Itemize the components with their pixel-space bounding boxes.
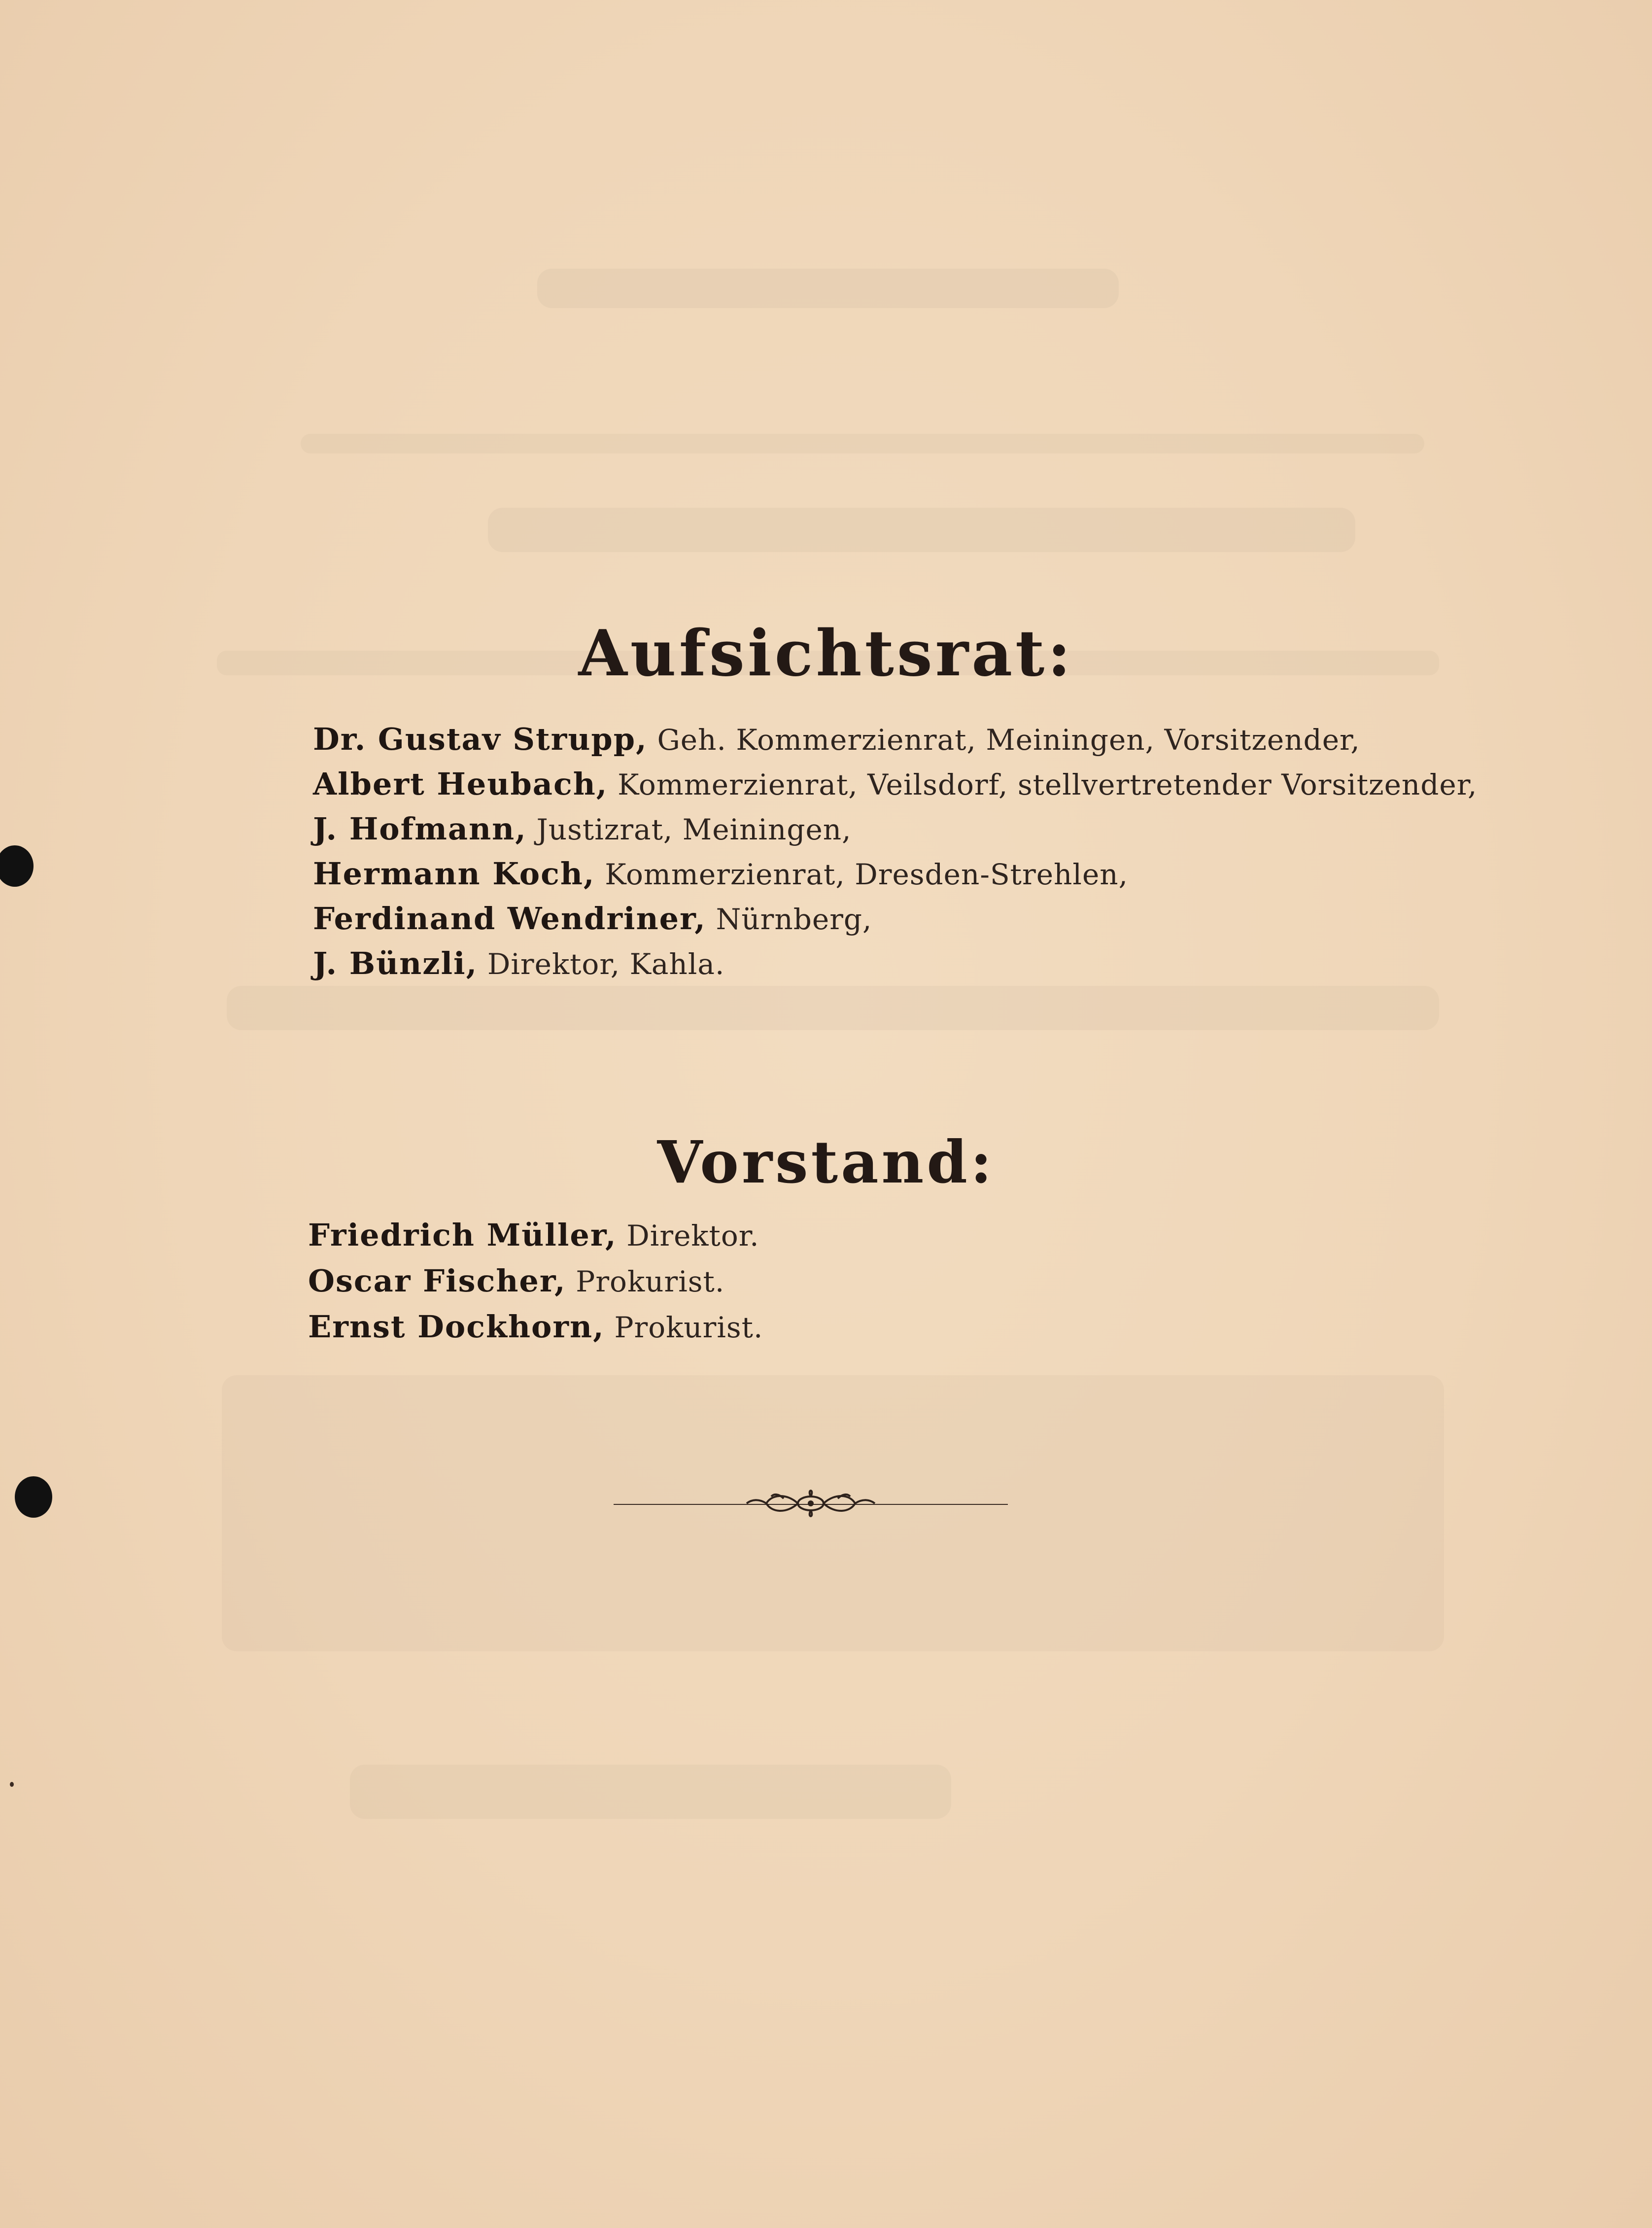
list-item: [313, 717, 1478, 762]
member-name: Oscar Fischer,: [308, 1263, 566, 1299]
list-item: [313, 852, 1478, 897]
aufsichtsrat-member-list: [313, 717, 1478, 986]
ink-speck: [10, 1782, 14, 1787]
aufsichtsrat-heading: Aufsichtsrat:: [578, 616, 1074, 691]
member-name: J. Hofmann,: [313, 811, 527, 847]
list-item: [313, 941, 1478, 986]
member-name: Albert Heubach,: [313, 766, 608, 802]
ornamental-divider-icon: [614, 1484, 1008, 1523]
member-info: Prokurist.: [576, 1265, 725, 1298]
member-info: Kommerzienrat, Dresden-Strehlen,: [605, 858, 1129, 891]
vorstand-heading: Vorstand:: [657, 1127, 995, 1196]
member-name: Ferdinand Wendriner,: [313, 901, 706, 937]
list-item: [313, 807, 1478, 852]
member-info: Prokurist.: [614, 1311, 763, 1344]
member-name: Ernst Dockhorn,: [308, 1309, 605, 1345]
member-info: Direktor.: [626, 1219, 759, 1253]
punch-hole: [0, 845, 34, 887]
list-item: [308, 1213, 763, 1258]
list-item: [313, 762, 1478, 807]
list-item: [308, 1304, 763, 1350]
list-item: [308, 1258, 763, 1304]
vorstand-member-list: [308, 1213, 763, 1350]
member-info: Direktor, Kahla.: [487, 947, 725, 981]
member-name: Friedrich Müller,: [308, 1217, 617, 1253]
member-name: Dr. Gustav Strupp,: [313, 721, 648, 757]
member-info: Geh. Kommerzienrat, Meiningen, Vorsitzender,: [657, 723, 1360, 757]
member-info: Nürnberg,: [716, 903, 872, 936]
member-name: J. Bünzli,: [313, 945, 478, 981]
member-info: Justizrat, Meiningen,: [536, 813, 852, 846]
punch-hole: [15, 1476, 52, 1518]
list-item: [313, 897, 1478, 941]
member-name: Hermann Koch,: [313, 856, 595, 892]
member-info: Kommerzienrat, Veilsdorf, stellvertretender Vorsitzender,: [618, 768, 1478, 801]
